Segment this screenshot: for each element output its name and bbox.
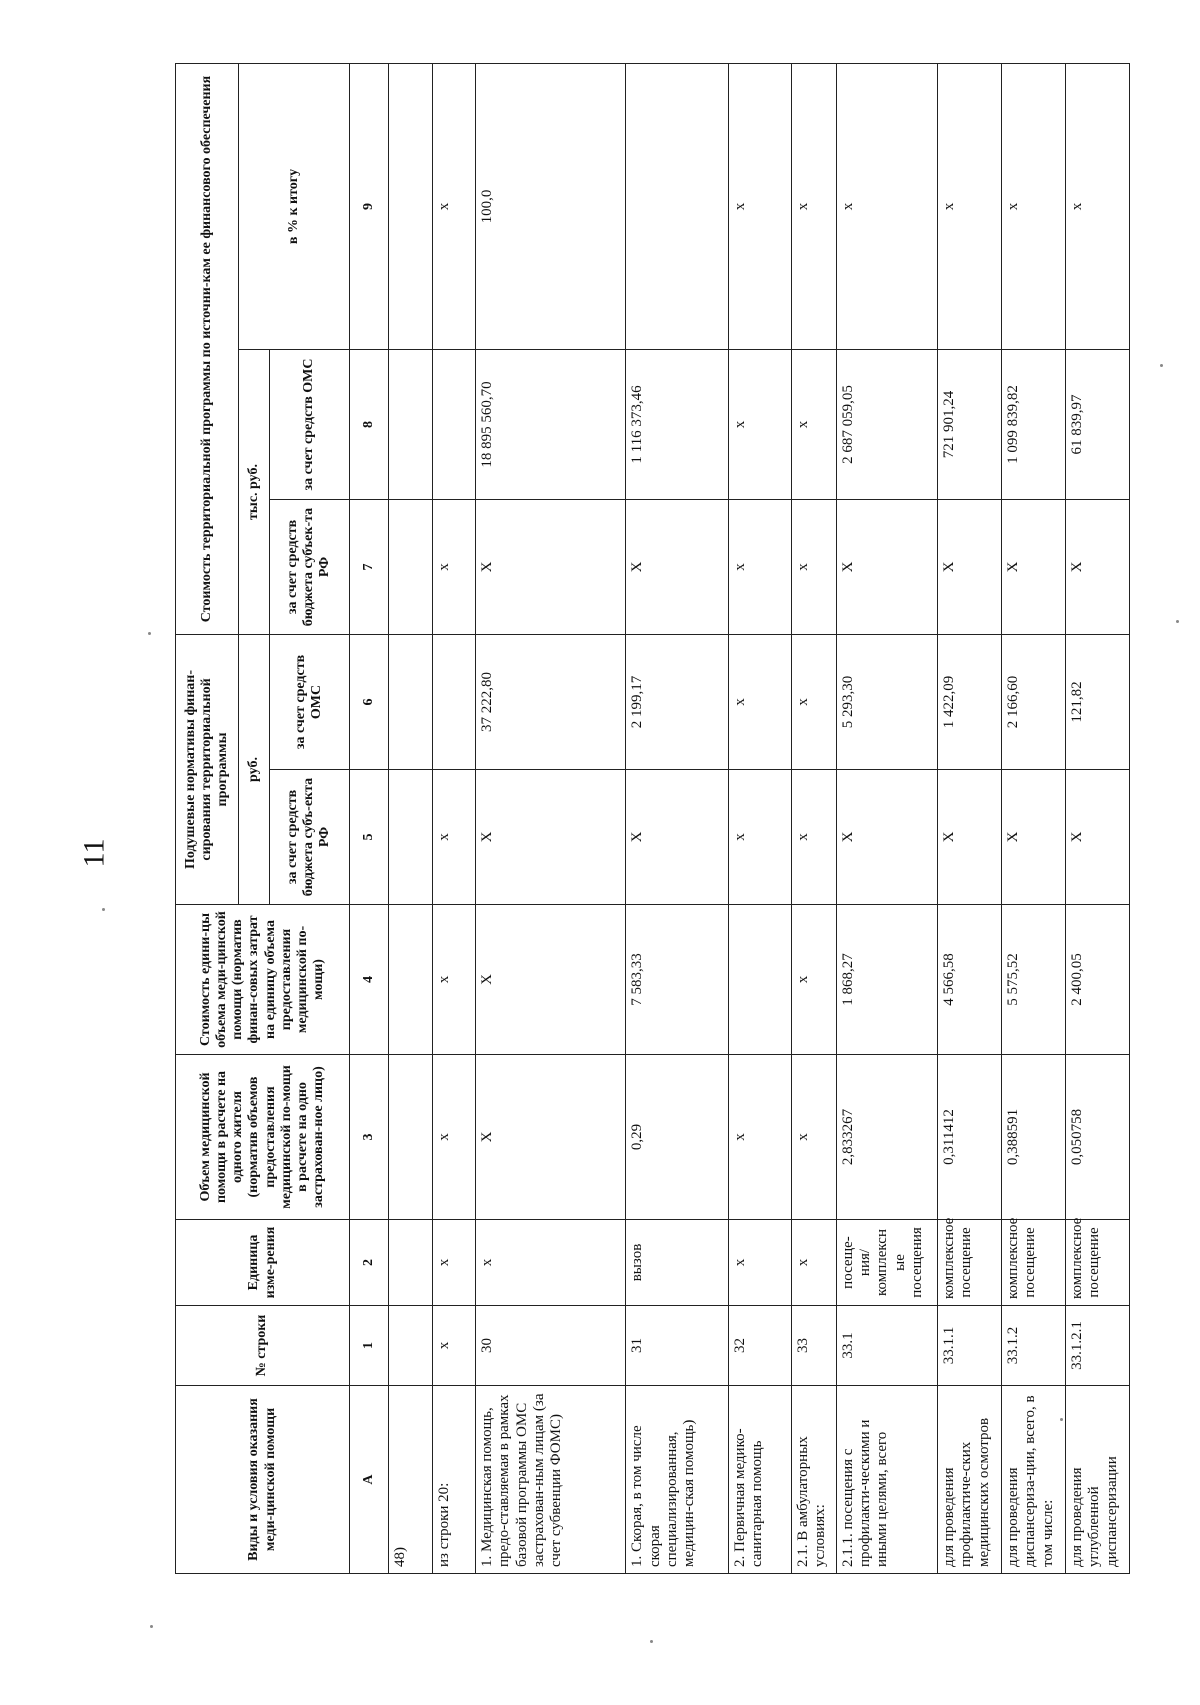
- header-pct: в % к итогу: [239, 63, 350, 349]
- table-cell: Х: [1066, 500, 1130, 635]
- page-number: 11: [77, 838, 111, 868]
- table-cell: [626, 63, 728, 349]
- table-cell: [389, 1055, 433, 1220]
- index-cell: 4: [350, 905, 389, 1055]
- table-cell: [389, 1220, 433, 1306]
- table-cell: 100,0: [476, 63, 626, 349]
- table-cell: Х: [476, 770, 626, 905]
- table-cell: х: [728, 635, 791, 770]
- row-label-cell: 2.1.1. посещения с профилакти-ческими и иными целями, всего: [836, 1386, 937, 1574]
- table-cell: 2 400,05: [1066, 905, 1130, 1055]
- table-cell: 121,82: [1066, 635, 1130, 770]
- scan-speck: [650, 1640, 653, 1643]
- header-oms-6: за счет средств ОМС: [269, 635, 349, 770]
- table-cell: 18 895 560,70: [476, 350, 626, 500]
- table-cell: х: [432, 63, 476, 349]
- table-cell: 2 166,60: [1002, 635, 1066, 770]
- table-cell: х: [1002, 63, 1066, 349]
- scan-speck: [1160, 364, 1163, 367]
- table-cell: 31: [626, 1306, 728, 1386]
- row-label-cell: 1. Медицинская помощь, предо-ставляемая в рамках базовой программы ОМС застрахован-ным лицам (за счет субвенции ФОМС): [476, 1386, 626, 1574]
- table-cell: 1 099 839,82: [1002, 350, 1066, 500]
- table-cell: 61 839,97: [1066, 350, 1130, 500]
- table-cell: 33.1.2: [1002, 1306, 1066, 1386]
- index-cell: А: [350, 1386, 389, 1574]
- table-row: [389, 63, 433, 1573]
- index-cell: 8: [350, 350, 389, 500]
- table-cell: 721 901,24: [938, 350, 1002, 500]
- table-cell: [389, 1306, 433, 1386]
- table-cell: 0,29: [626, 1055, 728, 1220]
- header-budget-7: за счет средств бюджета субъек-та РФ: [269, 500, 349, 635]
- header-row-no: № строки: [176, 1306, 350, 1386]
- table-cell: х: [791, 635, 836, 770]
- table-cell: х: [728, 500, 791, 635]
- table-cell: 4 566,58: [938, 905, 1002, 1055]
- scan-speck: [148, 632, 151, 635]
- scan-speck: [150, 1625, 153, 1628]
- row-label-cell: из строки 20:: [432, 1386, 476, 1574]
- table-cell: 33: [791, 1306, 836, 1386]
- table-row: [1002, 63, 1066, 1573]
- header-volume: Объем медицинской помощи в расчете на одного жителя (норматив объемов предоставления медицинской по-мощи в расчете на одно застрахован-ное лицо): [176, 1055, 350, 1220]
- row-label-cell: 1. Скорая, в том числе скорая специализированная, медицин-ская помощь): [626, 1386, 728, 1574]
- header-total-cost: Стоимость территориальной программы по источни-кам ее финансового обеспечения: [176, 63, 239, 634]
- table-cell: Х: [626, 500, 728, 635]
- table-cell: комплексное посещение: [1066, 1220, 1130, 1306]
- table-cell: Х: [938, 770, 1002, 905]
- table-cell: х: [728, 1220, 791, 1306]
- table-cell: 7 583,33: [626, 905, 728, 1055]
- table-cell: х: [432, 1220, 476, 1306]
- table-cell: 32: [728, 1306, 791, 1386]
- row-label-cell: 2.1. В амбулаторных условиях:: [791, 1386, 836, 1574]
- table-cell: 1 116 373,46: [626, 350, 728, 500]
- table-cell: х: [728, 770, 791, 905]
- header-unit: Единица изме-рения: [176, 1220, 350, 1306]
- row-label-cell: 2. Первичная медико-санитарная помощь: [728, 1386, 791, 1574]
- index-cell: 7: [350, 500, 389, 635]
- table-cell: Х: [476, 1055, 626, 1220]
- table-cell: комплексное посещение: [1002, 1220, 1066, 1306]
- table-cell: х: [791, 1220, 836, 1306]
- table-row: [432, 63, 476, 1573]
- index-cell: 3: [350, 1055, 389, 1220]
- table-row: [791, 63, 836, 1573]
- table-cell: 33.1: [836, 1306, 937, 1386]
- table-cell: х: [791, 350, 836, 500]
- table-cell: Х: [836, 770, 937, 905]
- table-cell: 30: [476, 1306, 626, 1386]
- row-label-cell: 48): [389, 1386, 433, 1574]
- table-cell: х: [938, 63, 1002, 349]
- table-cell: х: [728, 1055, 791, 1220]
- table-cell: х: [476, 1220, 626, 1306]
- table-cell: Х: [476, 500, 626, 635]
- table-cell: вызов: [626, 1220, 728, 1306]
- table-cell: х: [791, 63, 836, 349]
- table-cell: 33.1.1: [938, 1306, 1002, 1386]
- index-cell: 2: [350, 1220, 389, 1306]
- column-index-row: [350, 63, 389, 1573]
- table-cell: 0,050758: [1066, 1055, 1130, 1220]
- table-cell: х: [432, 500, 476, 635]
- table-cell: 0,388591: [1002, 1055, 1066, 1220]
- scan-speck: [1176, 620, 1179, 623]
- index-cell: 6: [350, 635, 389, 770]
- table-row: [938, 63, 1002, 1573]
- header-rub: руб.: [239, 635, 269, 905]
- index-cell: 5: [350, 770, 389, 905]
- header-thous-rub: тыс. руб.: [239, 350, 269, 635]
- table-cell: 0,311412: [938, 1055, 1002, 1220]
- table-cell: х: [432, 905, 476, 1055]
- table-row: [626, 63, 728, 1573]
- table-cell: [389, 635, 433, 770]
- table-cell: [728, 905, 791, 1055]
- table-cell: х: [836, 63, 937, 349]
- index-cell: 9: [350, 63, 389, 349]
- table-cell: 1 868,27: [836, 905, 937, 1055]
- table-cell: Х: [626, 770, 728, 905]
- table-cell: Х: [938, 500, 1002, 635]
- header-oms-8: за счет средств ОМС: [269, 350, 349, 500]
- table-cell: 37 222,80: [476, 635, 626, 770]
- header-budget-5: за счет средств бюджета субъ-екта РФ: [269, 770, 349, 905]
- table-cell: Х: [1002, 770, 1066, 905]
- table-cell: 2 687 059,05: [836, 350, 937, 500]
- table-cell: 2,833267: [836, 1055, 937, 1220]
- table-cell: [389, 770, 433, 905]
- row-label-cell: для проведения профилактиче-ских медицинских осмотров: [938, 1386, 1002, 1574]
- table-cell: 2 199,17: [626, 635, 728, 770]
- table-cell: х: [432, 770, 476, 905]
- table-row: [836, 63, 937, 1573]
- table-cell: [389, 63, 433, 349]
- header-cost: Стоимость едини-цы объема меди-цинской помощи (норматив финан-совых затрат на единицу объема предоставления медицинской по-мощи): [176, 905, 350, 1055]
- table-cell: х: [432, 1306, 476, 1386]
- table-cell: 5 293,30: [836, 635, 937, 770]
- table-cell: [432, 350, 476, 500]
- table-cell: 1 422,09: [938, 635, 1002, 770]
- table-row: [1066, 63, 1130, 1573]
- table-cell: х: [728, 350, 791, 500]
- table-cell: Х: [836, 500, 937, 635]
- rotated-table-container: [175, 64, 1130, 1574]
- table-cell: [389, 500, 433, 635]
- table-cell: х: [1066, 63, 1130, 349]
- table-cell: х: [791, 905, 836, 1055]
- table-cell: х: [432, 1055, 476, 1220]
- table-row: [476, 63, 626, 1573]
- table-cell: Х: [1066, 770, 1130, 905]
- table-cell: комплексное посещение: [938, 1220, 1002, 1306]
- table-cell: Х: [1002, 500, 1066, 635]
- scan-speck: [102, 908, 105, 911]
- table-cell: х: [791, 500, 836, 635]
- header-kind: Виды и условия оказания меди-цинской помощи: [176, 1386, 350, 1574]
- table-cell: х: [791, 1055, 836, 1220]
- table-cell: [389, 350, 433, 500]
- index-cell: 1: [350, 1306, 389, 1386]
- table-cell: [432, 635, 476, 770]
- row-label-cell: для проведения углубленной диспансеризации: [1066, 1386, 1130, 1574]
- table-cell: [389, 905, 433, 1055]
- header-per-capita: Подушевые нормативы финан-сирования территориальной программы: [176, 635, 239, 905]
- table-row: [728, 63, 791, 1573]
- table-cell: х: [728, 63, 791, 349]
- table-cell: 5 575,52: [1002, 905, 1066, 1055]
- table-cell: посеще-ния/комплексн ые посещения: [836, 1220, 937, 1306]
- table-cell: х: [791, 770, 836, 905]
- table-cell: Х: [476, 905, 626, 1055]
- table-cell: 33.1.2.1: [1066, 1306, 1130, 1386]
- row-label-cell: для проведения диспансериза-ции, всего, в том числе:: [1002, 1386, 1066, 1574]
- financing-table: [175, 63, 1130, 1574]
